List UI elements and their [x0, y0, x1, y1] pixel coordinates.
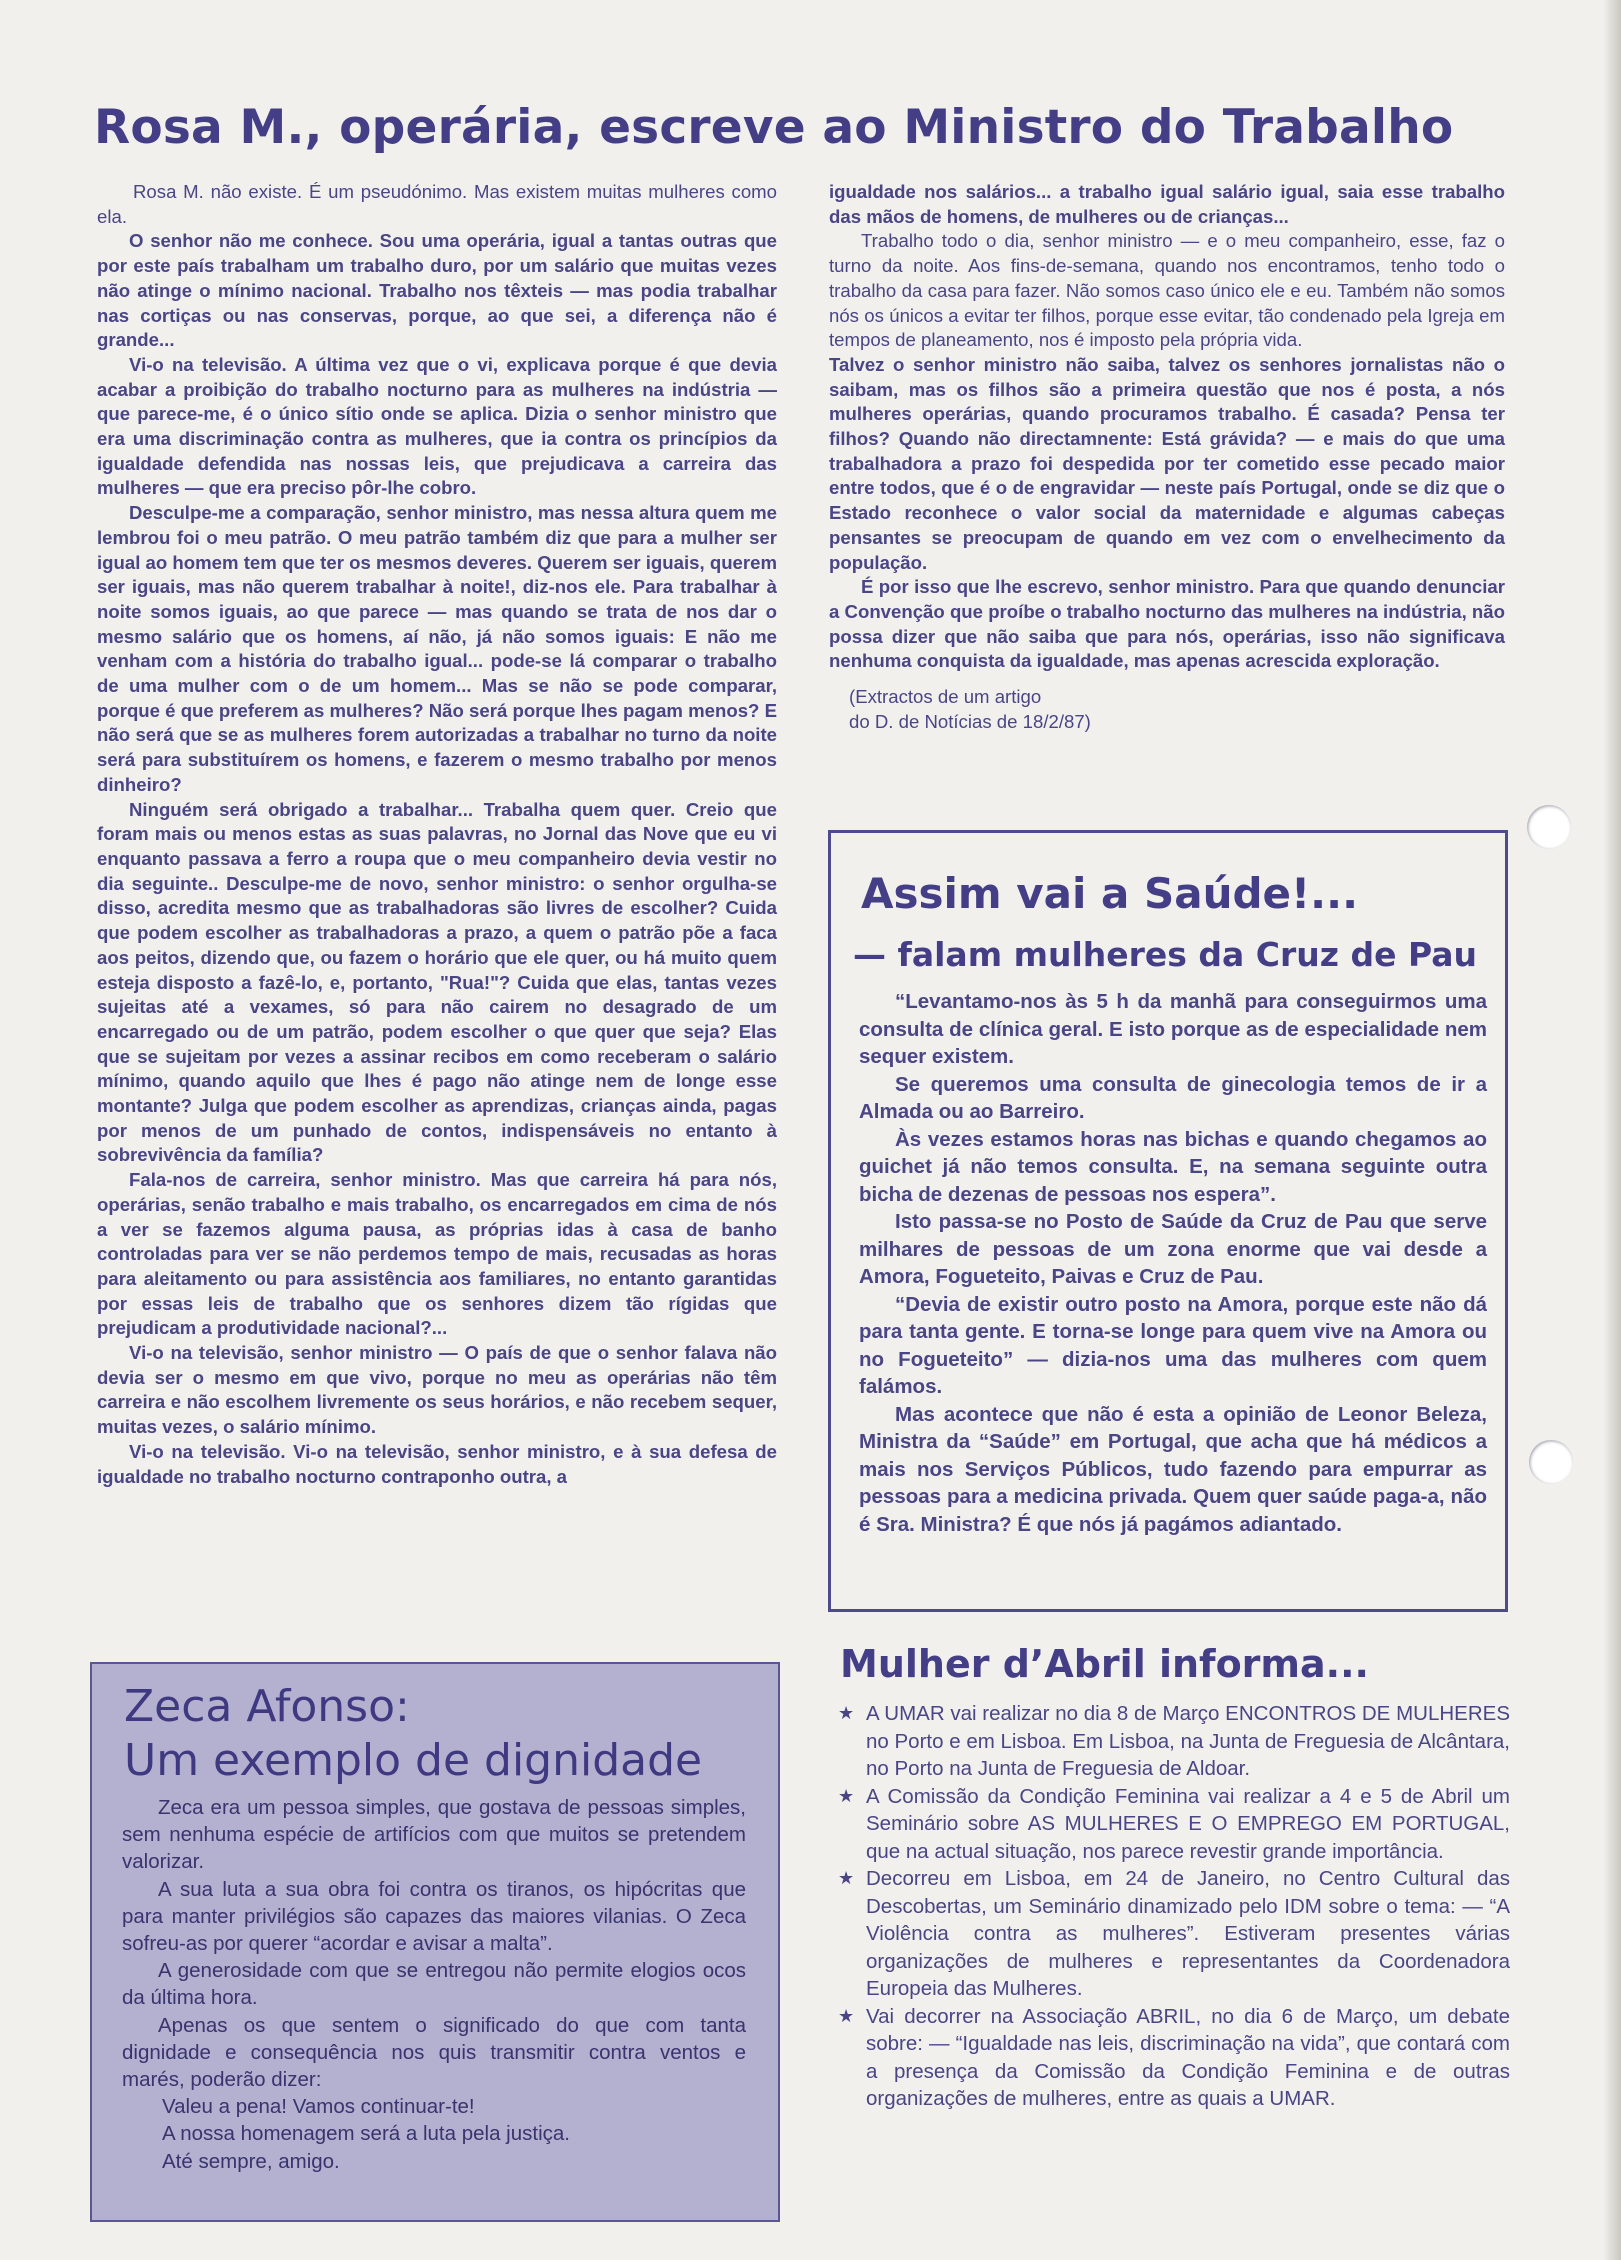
informa-item-text: A Comissão da Condição Feminina vai realizar a 4 e 5 de Abril um Seminário sobre AS MULHERES E O EMPREGO EM PORTUGAL, que na actual situação, nos parece revestir grande importância.	[866, 1784, 1510, 1863]
saude-paragraph: Se queremos uma consulta de ginecologia temos de ir a Almada ou ao Barreiro.	[859, 1072, 1487, 1123]
saude-subtitle: — falam mulheres da Cruz de Pau	[853, 935, 1478, 974]
star-icon: ★	[838, 2005, 855, 2026]
zeca-paragraph: Zeca era um pessoa simples, que gostava de pessoas simples, sem nenhuma espécie de artifícios com que muitos se pretendem valorizar.	[122, 1796, 746, 1874]
zeca-title-line: Um exemplo de dignidade	[124, 1735, 703, 1786]
article-paragraph: É por isso que lhe escrevo, senhor ministro. Para que quando denunciar a Convenção que proíbe o trabalho nocturno das mulheres na indústria, não possa dizer que não saiba que para nós, operárias, isso não significava nenhuma conquista da igualdade, mas apenas acrescida exploração.	[829, 576, 1505, 672]
informa-list	[838, 1700, 1510, 2113]
saude-paragraph: “Devia de existir outro posto na Amora, porque este não dá para tanta gente. E torna-se longe para quem vive na Amora ou no Fogueteito” — dizia-nos uma das mulheres com quem falámos.	[859, 1292, 1487, 1398]
article-paragraph: Rosa M. não existe. É um pseudónimo. Mas existem muitas mulheres como ela.	[97, 181, 777, 227]
article-paragraph: O senhor não me conhece. Sou uma operária, igual a tantas outras que por este país trabalham um trabalho duro, por um salário que muitas vezes não atinge o mínimo nacional. Trabalho nos têxteis — mas podia trabalhar nas cortiças ou nas conservas, porque, ao que sei, a diferença não é grande...	[97, 230, 777, 351]
informa-item	[838, 2003, 1510, 2113]
zeca-title	[124, 1680, 702, 1788]
zeca-paragraph: Apenas os que sentem o significado do que com tanta dignidade e consequência nos quis transmitir contra ventos e marés, poderão dizer:	[122, 2013, 746, 2092]
saude-title: Assim vai a Saúde!...	[861, 869, 1359, 918]
article-paragraph: Fala-nos de carreira, senhor ministro. Mas que carreira há para nós, operárias, senão trabalho e mais trabalho, os encarregados em cima de nós a ver se fazemos alguma pausa, as próprias idas à casa de banho controladas para ver se não perdemos tempo de mais, recusadas as horas para aleitamento ou para assistência aos familiares, no entanto garantidas por essas leis de trabalho que os senhores dizem tão rígidas que prejudicam a produtividade nacional?...	[97, 1169, 777, 1339]
zeca-title-line: Zeca Afonso:	[124, 1681, 410, 1732]
informa-item	[838, 1865, 1510, 2003]
saude-paragraph: “Levantamo-nos às 5 h da manhã para conseguirmos uma consulta de clínica geral. E isto porque as de especialidade nem sequer existem.	[859, 990, 1487, 1068]
source-line: (Extractos de um artigo	[849, 686, 1042, 708]
informa-item	[838, 1783, 1510, 1866]
zeca-paragraph: A sua luta a sua obra foi contra os tiranos, os hipócritas que para manter privilégios são capazes das maiores vilanias. O Zeca sofreu-as por querer “acordar e avisar a malta”.	[122, 1877, 746, 1956]
article-paragraph: Vi-o na televisão. A última vez que o vi, explicava porque é que devia acabar a proibição do trabalho nocturno para as mulheres na indústria — que parece-me, é o único sítio onde se aplica. Dizia o senhor ministro que era uma discriminação contra as mulheres, que ia contra os princípios da igualdade defendida nas nossas leis, que prejudicava a carreira das mulheres — que era preciso pôr-lhe cobro.	[97, 353, 777, 499]
article-title: Rosa M., operária, escreve ao Ministro do Trabalho	[94, 100, 1454, 155]
paper-edge	[1603, 0, 1621, 2260]
article-source	[849, 684, 1505, 734]
saude-paragraph: Mas acontece que não é esta a opinião de Leonor Beleza, Ministra da “Saúde” em Portugal, que acha que há médicos a mais nos Serviços Públicos, tudo fazendo para empurrar as pessoas para a medicina privada. Quem quer saúde paga-a, não é Sra. Ministra? É que nós já pagámos adiantado.	[859, 1402, 1487, 1536]
punch-hole-bottom	[1529, 1440, 1573, 1484]
saude-body	[859, 988, 1487, 1538]
zeca-body	[122, 1794, 746, 2175]
zeca-afonso-box	[90, 1662, 780, 2222]
saude-paragraph: Isto passa-se no Posto de Saúde da Cruz de Pau que serve milhares de pessoas de um zona enorme que vai desde a Amora, Fogueteito, Paivas e Cruz de Pau.	[859, 1210, 1487, 1288]
zeca-paragraph: A nossa homenagem será a luta pela justiça.	[162, 2122, 570, 2146]
article-paragraph: Desculpe-me a comparação, senhor ministro, mas nessa altura quem me lembrou foi o meu patrão. O meu patrão também diz que para a mulher ser igual ao homem tem que ter os mesmos deveres. Querem ser iguais, querem ser iguais, mas não querem trabalhar à noite!, diz-nos ele. Para trabalhar à noite somos iguais, ao que parece — mas quando se trata de nos dar o mesmo salário que os homens, aí não, já não somos iguais: E não me venham com a história do trabalho igual... pode-se lá comparar o trabalho de uma mulher com o de um homem... Mas se não se pode comparar, porque é que preferem as mulheres? Não será porque lhes pagam menos? E não será que se as mulheres forem autorizadas a trabalhar no turno da noite será para substituírem os homens, e fazerem o mesmo trabalho por menos dinheiro?	[97, 502, 777, 795]
zeca-paragraph: Até sempre, amigo.	[162, 2149, 340, 2173]
star-icon: ★	[838, 1868, 855, 1888]
punch-hole-top	[1527, 805, 1571, 849]
star-icon: ★	[838, 1703, 855, 1723]
informa-item-text: A UMAR vai realizar no dia 8 de Março ENCONTROS DE MULHERES no Porto e em Lisboa. Em Lisboa, na Junta de Freguesia de Alcântara, no Porto na Junta de Freguesia de Aldoar.	[866, 1702, 1510, 1780]
zeca-paragraph: Valeu a pena! Vamos continuar-te!	[162, 2095, 475, 2119]
article-paragraph: Talvez o senhor ministro não saiba, talvez os senhores jornalistas não o saibam, mas os filhos são a primeira questão que nos é posta, a nós mulheres operárias, quando procuramos trabalho. É casada? Pensa ter filhos? Quando não directamnente: Está grávida? — e mais do que uma trabalhadora a prazo foi despedida por ter cometido esse pecado maior entre todos, que é o de engravidar — neste país Portugal, onde se diz que o Estado reconhece o valor social da maternidade e algumas cabeças pensantes se preocupam de quando em vez com o envelhecimento da população.	[829, 353, 1505, 573]
informa-title: Mulher d’Abril informa...	[840, 1642, 1369, 1686]
zeca-paragraph: A generosidade com que se entregou não permite elogios ocos da última hora.	[122, 1959, 746, 2010]
star-icon: ★	[838, 1785, 855, 1806]
informa-item	[838, 1700, 1510, 1783]
article-paragraph: Vi-o na televisão. Vi-o na televisão, senhor ministro, e à sua defesa de igualdade no trabalho nocturno contraponho outra, a	[97, 1440, 777, 1487]
article-paragraph: Vi-o na televisão, senhor ministro — O país de que o senhor falava não devia ser o mesmo em que vivo, porque no meu as operárias não têm carreira e não escolhem livremente os seus horários, e não recebem sequer, muitas vezes, o salário mínimo.	[97, 1342, 777, 1438]
saude-paragraph: Às vezes estamos horas nas bichas e quando chegamos ao guichet já não temos consulta. E, na semana seguinte outra bicha de dezenas de pessoas nos espera”.	[859, 1127, 1487, 1206]
article-paragraph: igualdade nos salários... a trabalho igual salário igual, saia esse trabalho das mãos de homens, de mulheres ou de crianças...	[829, 181, 1505, 227]
article-column-right	[829, 180, 1505, 734]
saude-article-box	[828, 830, 1508, 1612]
informa-item-text: Decorreu em Lisboa, em 24 de Janeiro, no Centro Cultural das Descobertas, um Seminário dinamizado pelo IDM sobre o tema: — “A Violência contra as mulheres”. Estiveram presentes várias organizações de mulheres e representantes da Coordenadora Europeia das Mulheres.	[866, 1867, 1510, 2000]
article-paragraph: Ninguém será obrigado a trabalhar... Trabalha quem quer. Creio que foram mais ou menos estas as suas palavras, no Jornal das Nove que eu vi enquanto passava a ferro a roupa que o meu companheiro devia vestir no dia seguinte.. Desculpe-me de novo, senhor ministro: o senhor orgulha-se disso, acredita mesmo que as trabalhadoras são livres de escolher? Cuida que podem escolher as trabalhadoras a prazo, a quem o patrão põe a faca aos peitos, dizendo que, ou fazem o horário que ele quer, ou há muito quem esteja disposto a fazê-lo, e, portanto, "Rua!"? Cuida que elas, tantas vezes sujeitas até a vexames, só para não cairem no desagrado de um encarregado ou de um patrão, podem escolher o que quer que seja? Elas que se sujeitam por vezes a assinar recibos em como receberam o salário mínimo, quando aquilo que lhes é pago não atinge nem de longe esse montante? Julga que podem escolher as aprendizas, crianças ainda, pagas por menos de um punhado de contos, indispensáveis no entanto à sobrevivência da família?	[97, 798, 777, 1166]
source-line: do D. de Notícias de 18/2/87)	[849, 711, 1091, 733]
article-column-left	[97, 180, 777, 1489]
informa-item-text: Vai decorrer na Associação ABRIL, no dia 6 de Março, um debate sobre: — “Igualdade nas leis, discriminação na vida”, que contará com a presença da Comissão da Condição Feminina e de outras organizações de mulheres, entre as quais a UMAR.	[866, 2004, 1510, 2110]
article-paragraph: Trabalho todo o dia, senhor ministro — e o meu companheiro, esse, faz o turno da noite. Aos fins-de-semana, quando nos encontramos, tenho todo o trabalho da casa para fazer. Não somos caso único ele e eu. Também não somos nós os únicos a evitar ter filhos, porque esse evitar, tão condenado pela Igreja em tempos de planeamento, nos é imposto pela própria vida.	[829, 230, 1505, 351]
